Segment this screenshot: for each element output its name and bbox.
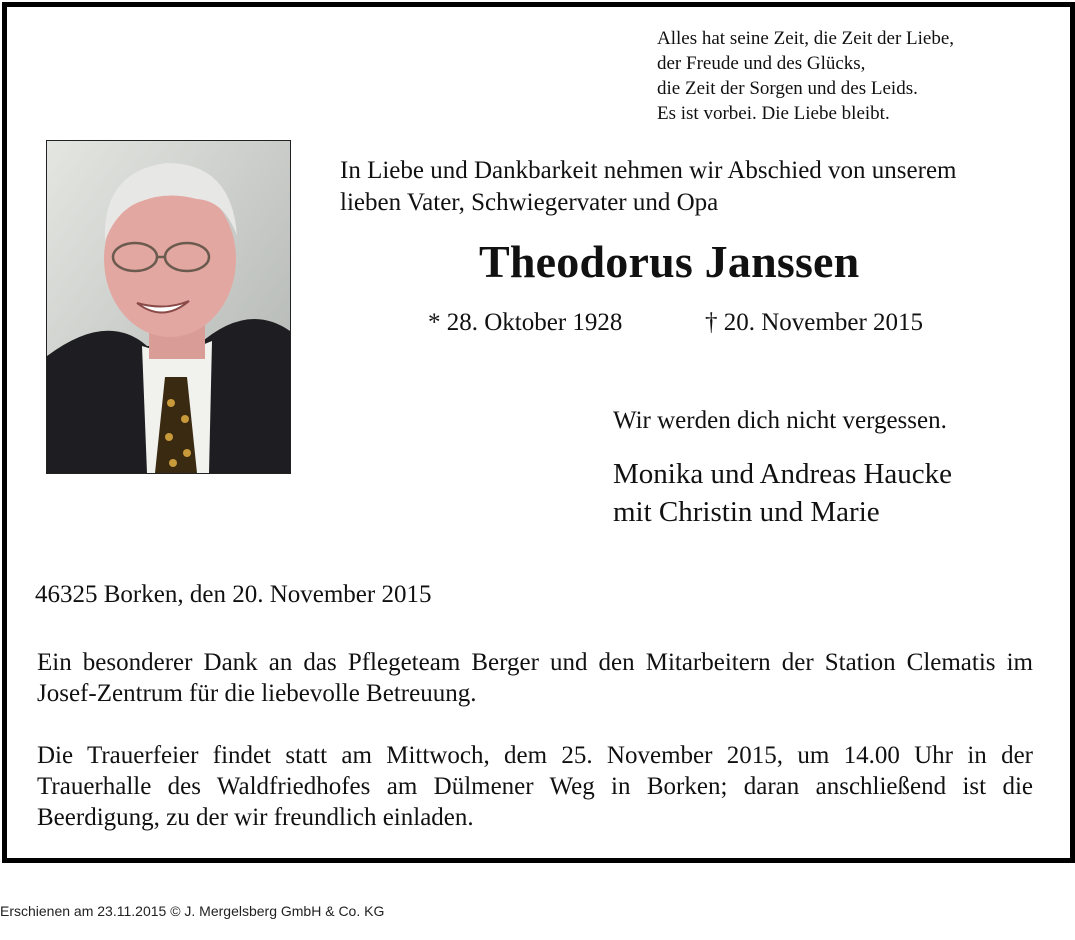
portrait-photo <box>46 140 291 474</box>
death-date: † 20. November 2015 <box>705 309 924 336</box>
family-signature <box>613 455 952 531</box>
family-line: Monika und Andreas Haucke <box>613 458 953 490</box>
obituary-frame <box>2 2 1075 863</box>
poem-line: Es ist vorbei. Die Liebe bleibt. <box>657 103 890 124</box>
remembrance-line: Wir werden dich nicht vergessen. <box>613 407 947 434</box>
place-and-date: 46325 Borken, den 20. November 2015 <box>35 581 432 608</box>
birth-date: * 28. Oktober 1928 <box>428 309 623 336</box>
poem-line: Alles hat seine Zeit, die Zeit der Liebe, <box>657 28 955 49</box>
ceremony-paragraph: Die Trauerfeier findet statt am Mittwoch, dem 25. November 2015, um 14.00 Uhr in der Trauerhalle des Waldfriedhofes am Dülmener Weg in Borken; daran anschließend ist die Beerdigung, zu der wir freundlich einladen. <box>37 742 1033 831</box>
poem-line: der Freude und des Glücks, <box>657 53 866 74</box>
publication-footer: Erschienen am 23.11.2015 © J. Mergelsberg GmbH & Co. KG <box>0 903 385 919</box>
intro-line: lieben Vater, Schwiegervater und Opa <box>340 189 719 216</box>
intro-text <box>340 155 957 219</box>
deceased-name: Theodorus Janssen <box>479 236 860 287</box>
poem-line: die Zeit der Sorgen und des Leids. <box>657 78 918 99</box>
thanks-paragraph: Ein besonderer Dank an das Pflegeteam Berger und den Mitarbeitern der Station Clematis im Josef-Zentrum für die liebevolle Betreuung. <box>37 649 1033 707</box>
portrait-illustration <box>47 141 290 473</box>
poem <box>657 26 954 126</box>
intro-line: In Liebe und Dankbarkeit nehmen wir Abschied von unserem <box>340 157 957 184</box>
family-line: mit Christin und Marie <box>613 496 880 528</box>
